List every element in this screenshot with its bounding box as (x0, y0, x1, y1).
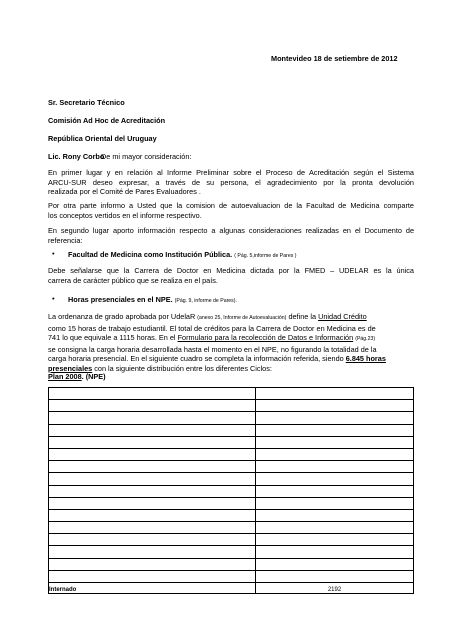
bullet-item-reference: (Pág. 9, informe de Pares). (174, 298, 237, 304)
paragraph-5-line: se consigna la carga horaria desarrollada hasta el momento en el NPE, no figurando la totalidad de la (48, 344, 377, 354)
table-cell (256, 400, 414, 412)
table-cell (49, 509, 256, 521)
paragraph-5-text: 741 lo que equivale a 1115 horas. En el (48, 333, 176, 343)
total-hours-highlight: 6.845 horas (345, 354, 386, 364)
table-cell (256, 497, 414, 509)
table-row-internado (49, 583, 414, 594)
addressee-commission: Comisión Ad Hoc de Acreditación (48, 116, 166, 125)
paragraph-5 (48, 312, 414, 374)
table-cell (256, 473, 414, 485)
paragraph-4-line: carrera de carácter público que se realiza en el país. (48, 275, 218, 285)
paragraph-3-line: En segundo lugar aporto información respecto a algunas consideraciones realizadas en el Documento de (48, 226, 414, 235)
table-cell (256, 412, 414, 424)
paragraph-3 (48, 226, 414, 245)
bullet-marker: • (52, 249, 55, 258)
bullet-marker: • (52, 294, 55, 303)
unidad-credito-link: Unidad Crédito (318, 312, 367, 321)
addressee-country: República Oriental del Uruguay (48, 134, 157, 143)
table-cell (49, 546, 256, 558)
table-row (49, 388, 414, 400)
bullet-item-public-institution (68, 250, 297, 262)
paragraph-5-line (48, 312, 414, 324)
addressee-title: Sr. Secretario Técnico (48, 98, 125, 107)
greeting: De mi mayor consideración: (101, 152, 192, 161)
table-cell (49, 436, 256, 448)
paragraph-1-line: realizada por el Comité de Pares Evaluadores . (48, 187, 201, 197)
paragraph-5-line (48, 333, 414, 345)
bullet-item-title: Horas presenciales en el NPE. (68, 295, 173, 304)
paragraph-2-line: los conceptos vertidos en el informe respectivo. (48, 210, 202, 220)
table-cell (256, 461, 414, 473)
table-cell (256, 546, 414, 558)
table-cell (256, 509, 414, 521)
page-reference: (Pág.23) (355, 336, 376, 343)
table-cell (49, 558, 256, 570)
paragraph-2 (48, 201, 414, 220)
date-line: Montevideo 18 de setiembre de 2012 (271, 54, 398, 63)
form-reference-link: Formulario para la recolección de Datos e Información (177, 333, 354, 343)
table-cell (256, 388, 414, 400)
table-row (49, 424, 414, 436)
table-row (49, 400, 414, 412)
table-cell (49, 400, 256, 412)
table-cell (49, 522, 256, 534)
table-cell (49, 497, 256, 509)
table-cell (49, 448, 256, 460)
annex-reference: (anexo 25, Informe de Autoevaluación) (197, 315, 287, 321)
table-cell (49, 534, 256, 546)
addressee-name: Lic. Rony Corbo (48, 152, 105, 161)
table-cell (49, 485, 256, 497)
table-cell (256, 570, 414, 582)
table-row (49, 570, 414, 582)
table-cell (256, 485, 414, 497)
table-row (49, 558, 414, 570)
bullet-item-hours (68, 295, 237, 307)
bullet-item-title: Facultad de Medicina como Institución Pública. (68, 250, 233, 259)
table-cell (256, 534, 414, 546)
total-hours-highlight: presenciales (48, 363, 93, 373)
paragraph-3-line: referencia: (48, 235, 83, 245)
table-row (49, 461, 414, 473)
table-cell (49, 461, 256, 473)
paragraph-1-line: En primer lugar y en relación al Informe Preliminar sobre el Proceso de Acreditación según el Sistema (48, 168, 414, 177)
table-cell (256, 558, 414, 570)
plan-heading-underlined: Plan 2008 (48, 372, 82, 381)
paragraph-5-text: La ordenanza de grado aprobada por UdelaR (48, 312, 196, 321)
paragraph-2-line: Por otra parte informo a Usted que la comision de autoevaluacion de la Facultad de Medicina comparte (48, 201, 414, 210)
table-row (49, 534, 414, 546)
table-row (49, 546, 414, 558)
table-row (49, 497, 414, 509)
table-cell (256, 448, 414, 460)
paragraph-5-line (48, 354, 414, 364)
table-cell (49, 412, 256, 424)
paragraph-1 (48, 168, 414, 197)
table-cell (256, 424, 414, 436)
table-row (49, 436, 414, 448)
table-row (49, 485, 414, 497)
paragraph-4 (48, 266, 414, 285)
table-row (49, 509, 414, 521)
table-row (49, 412, 414, 424)
hours-distribution-table (48, 387, 414, 594)
table-cell (49, 570, 256, 582)
table-cell (49, 473, 256, 485)
table-row (49, 448, 414, 460)
paragraph-5-text: carga horaria presencial. En el siguiente cuadro se completa la información referida, siendo (48, 354, 344, 364)
paragraph-5-text: define la (288, 312, 317, 321)
bullet-item-reference: ( Pág. 5,informe de Pares ) (234, 253, 297, 259)
table-cell (256, 522, 414, 534)
table-cell (49, 424, 256, 436)
paragraph-4-line: Debe señalarse que la Carrera de Doctor en Medicina dictada por la FMED – UDELAR es la única (48, 266, 414, 275)
plan-heading (48, 372, 106, 382)
plan-heading-rest: . (NPE) (81, 372, 106, 381)
table-cell (49, 388, 256, 400)
paragraph-5-line: como 15 horas de trabajo estudiantil. El total de créditos para la Carrera de Doctor en Medicina es de (48, 323, 376, 333)
table-row (49, 522, 414, 534)
table-cell-label: Internado (49, 583, 256, 594)
table-cell-value: 2192 (256, 583, 414, 594)
paragraph-1-line: ARCU-SUR deseo expresar, a través de su persona, el agradecimiento por la pronta devolución (48, 177, 414, 187)
paragraph-5-text: con la siguiente distribución entre los diferentes Ciclos: (94, 363, 272, 373)
table-cell (256, 436, 414, 448)
table-row (49, 473, 414, 485)
